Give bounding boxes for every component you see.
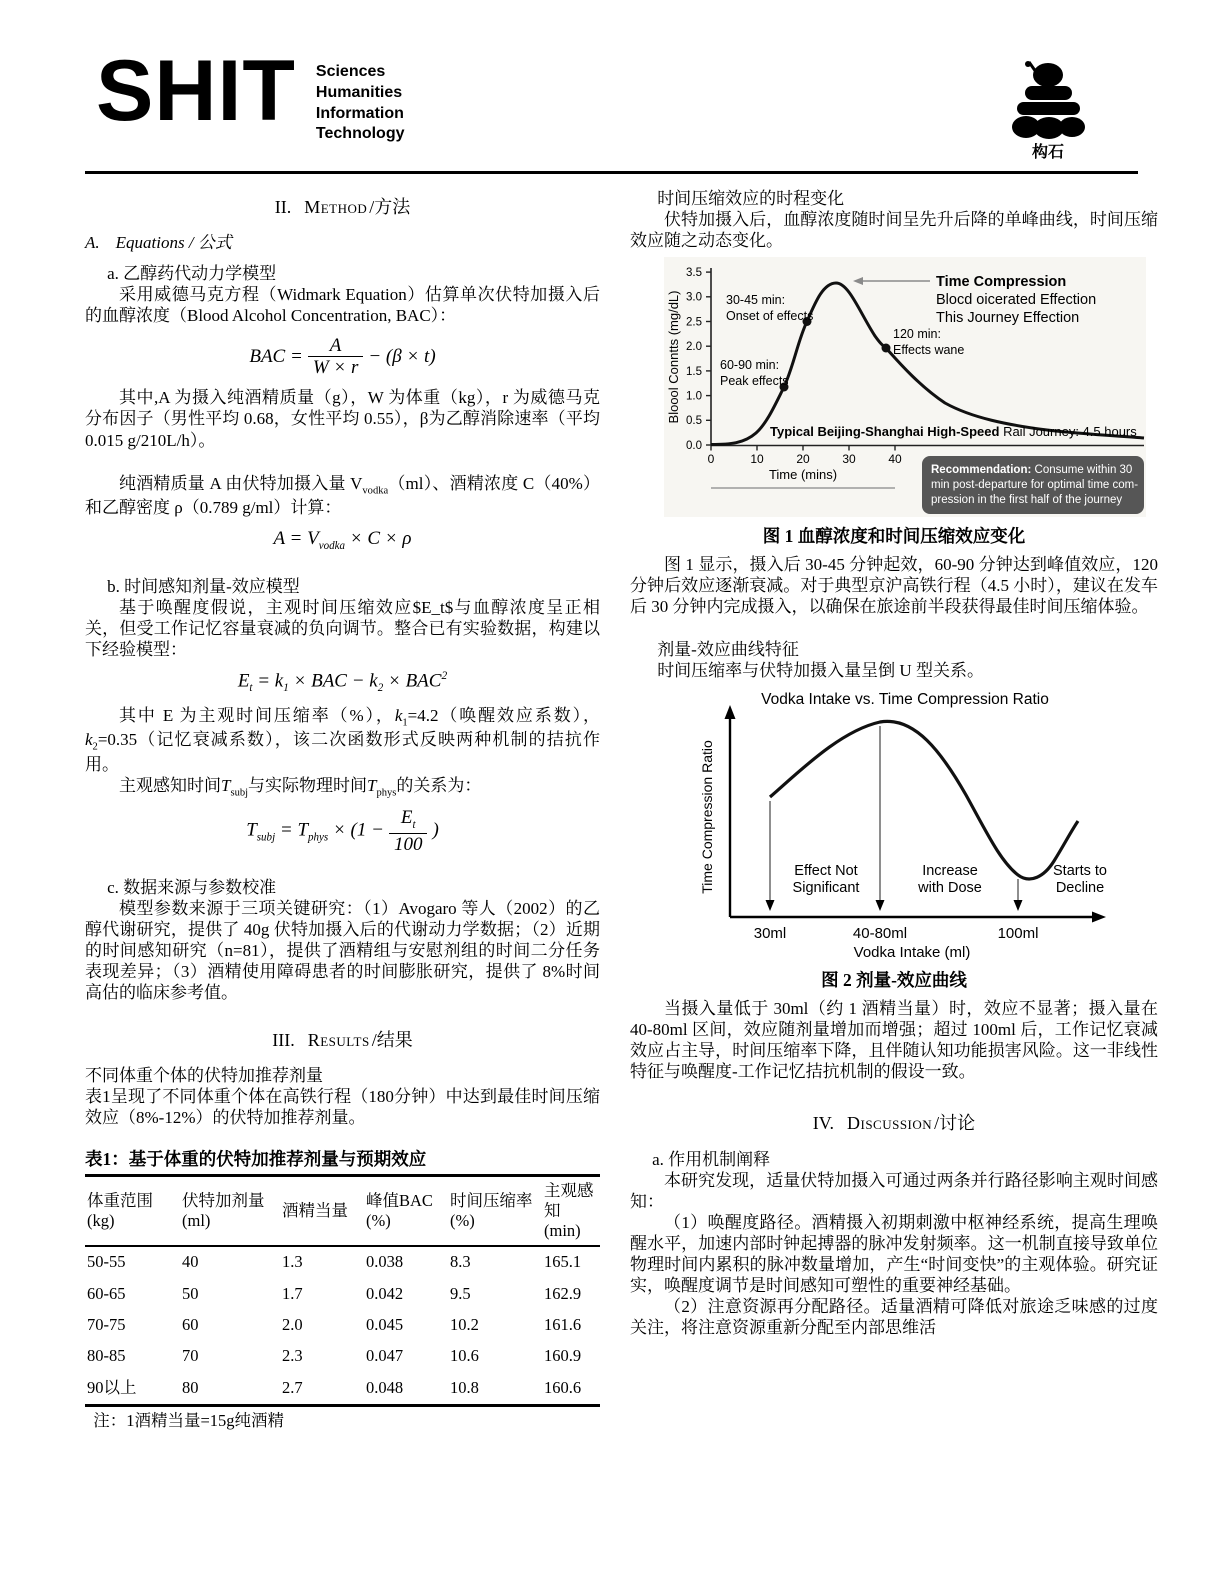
right-column	[630, 188, 1158, 1431]
svg-text:60-90 min:: 60-90 min:	[720, 358, 780, 373]
svg-text:100ml: 100ml	[997, 925, 1039, 943]
figure-1-bac-curve	[664, 257, 1158, 522]
col-header-compression: 时间压缩率 (%)	[448, 1176, 542, 1246]
item-c-data-sources: c. 数据来源与参数校准	[107, 877, 277, 897]
svg-text:pression in the first half of: pression in the first half of the journey	[931, 494, 1123, 507]
table-1-title: 表1：基于体重的伏特加推荐剂量与预期效应	[85, 1148, 427, 1169]
svg-text:2.5: 2.5	[686, 316, 702, 329]
col-header-vodka-dose: 伏特加剂量 (ml)	[180, 1176, 280, 1246]
pathway-2-attention: （2）注意资源再分配路径。适量酒精可降低对旅途乏味感的过度关注，将注意资源重新分配至内部思维活	[630, 1297, 1158, 1338]
table-1	[85, 1174, 600, 1407]
svg-text:40-80ml: 40-80ml	[852, 925, 908, 943]
figure-1-discussion: 图 1 显示，摄入后 30-45 分钟起效，60-90 分钟达到峰值效应，120 分钟后效应逐渐衰减。对于典型京沪高铁行程（4.5 小时），建议在发车后 30 分钟内完成摄入，以确保在旅途前半段获得最佳时间压缩体验。	[630, 554, 1158, 617]
fig2-title: Vodka Intake vs. Time Compression Ratio	[761, 691, 1049, 709]
col-header-weight: 体重范围 (kg)	[85, 1176, 180, 1246]
figure-1-plot	[664, 257, 1146, 517]
svg-text:This Journey Effection: This Journey Effection	[936, 310, 1080, 327]
pathway-1-arousal: （1）唤醒度路径。酒精摄入初期刺激中枢神经系统，提高生理唤醒水平，加速内部时钟起搏器的脉冲发射频率。这一机制直接导致单位物理时间内累积的脉冲数量增加，产生“时间变快”的主观体验。研究证实，唤醒度调节是时间感知可塑性的重要神经基础。	[630, 1212, 1158, 1296]
masthead	[0, 0, 1224, 163]
equation-et: $E_t = k_1$ × BAC − $k_2 \times BAC^2$	[237, 669, 448, 695]
stone-pile-icon	[1002, 60, 1094, 140]
dose-response-subtitle: 剂量-效应曲线特征	[657, 640, 799, 660]
figure-2-plot	[650, 689, 1120, 961]
left-column	[85, 188, 600, 1431]
table-row: 80-85 70 2.3 0.047 10.6 160.9	[87, 1346, 582, 1366]
table-1-note: 注：1酒精当量=15g纯酒精	[93, 1410, 285, 1430]
svg-text:Effect Not: Effect Not	[794, 863, 858, 880]
svg-text:0: 0	[707, 452, 715, 467]
tagline-line: Humanities	[315, 83, 403, 101]
svg-text:30ml: 30ml	[753, 925, 787, 943]
subsection-equations: A. Equations / 公式	[85, 233, 232, 253]
figure-1-caption: 图 1 血醇浓度和时间压缩效应变化	[762, 526, 1026, 547]
svg-text:Onset of effects: Onset of effects	[726, 309, 814, 324]
method-heading: II. Method /方法	[274, 196, 411, 217]
publisher-logo	[1002, 60, 1094, 163]
dose-response-intro: 时间压缩率与伏特加摄入量呈倒 U 型关系。	[657, 661, 984, 681]
svg-text:0.0: 0.0	[686, 440, 702, 453]
figure-2-discussion: 当摄入量低于 30ml（约 1 酒精当量）时，效应不显著；摄入量在 40-80ml 区间，效应随剂量增加而增强；超过 100ml 后，工作记忆衰减效应占主导，时间压缩率下降，且伴随认知功能损害风险。这一非线性特征与唤醒度-工作记忆拮抗机制的假设一致。	[630, 999, 1158, 1082]
publisher-name: 构石	[1031, 144, 1064, 162]
results-subtitle: 不同体重个体的伏特加推荐剂量	[85, 1066, 323, 1086]
point-wane	[882, 344, 891, 353]
svg-text:20: 20	[796, 452, 810, 467]
svg-text:10: 10	[750, 452, 764, 467]
tagline-line: Information	[315, 104, 404, 122]
fig2-x-axis-label: Vodka Intake (ml)	[853, 944, 971, 962]
timecourse-intro: 伏特加摄入后，血醇浓度随时间呈先升后降的单峰曲线，时间压缩效应随之动态变化。	[630, 209, 1158, 251]
paragraph-coefficients: 其中 E 为主观时间压缩率（%），$k_1=4.2$（唤醒效应系数），$k_2=0.35$（记忆衰减系数），该二次函数形式反映两种机制的拮抗作用。	[85, 705, 601, 774]
figure-2-dose-response	[650, 689, 1158, 966]
journal-tagline	[316, 62, 405, 145]
table-row: 70-75 60 2.0 0.045 10.2 161.6	[87, 1315, 582, 1335]
fig1-y-axis-label: Bloool Conntts (mg/dL)	[666, 290, 681, 424]
equation-alcohol-mass: $A = V_{vodka} \times C \times \rho$	[273, 528, 412, 552]
svg-text:Significant: Significant	[792, 880, 860, 897]
svg-text:0.5: 0.5	[686, 415, 702, 428]
tagline-line: Technology	[315, 125, 405, 143]
svg-text:Time Compression: Time Compression	[936, 274, 1067, 291]
svg-text:120 min:: 120 min:	[893, 327, 941, 342]
svg-text:Effects wane: Effects wane	[893, 343, 965, 358]
results-heading: III. Results /结果	[272, 1029, 413, 1050]
svg-text:Peak effects: Peak effects	[720, 374, 789, 389]
tagline-line: Sciences	[315, 63, 386, 80]
svg-text:Starts to: Starts to	[1053, 863, 1107, 880]
journey-note: Typical Beijing-Shanghai High-Speed Rail Journey: 4.5 hours	[770, 424, 1137, 440]
table-row: 50-55 40 1.3 0.038 8.3 165.1	[87, 1252, 582, 1272]
svg-text:Recommendation: Consume within: Recommendation: Consume within 30	[931, 464, 1133, 477]
svg-text:Increase: Increase	[922, 863, 978, 880]
journal-abbr: SHIT	[96, 43, 296, 139]
svg-text:3.5: 3.5	[686, 267, 702, 280]
svg-text:30: 30	[842, 452, 856, 467]
fig2-y-axis-label: Time Compression Ratio	[699, 740, 715, 895]
col-header-perceived: 主观感知 (min)	[542, 1176, 600, 1246]
fig1-x-axis-label: Time (mins)	[768, 467, 838, 483]
equation-tsubj: $T_{subj} = T_{phys} \times (1$ − $\frac{E_t}{100}$ )	[246, 807, 439, 855]
table-row: 90以上 80 2.7 0.048 10.8 160.6	[87, 1377, 582, 1397]
svg-text:Blocd oicerated Effection: Blocd oicerated Effection	[936, 292, 1097, 309]
results-intro: 表1呈现了不同体重个体在高铁行程（180分钟）中达到最佳时间压缩效应（8%-12%）的伏特加推荐剂量。	[85, 1087, 600, 1128]
figure-2-caption: 图 2 剂量-效应曲线	[821, 970, 967, 991]
svg-text:2.0: 2.0	[686, 341, 702, 354]
svg-text:min post-departure for optimal: min post-departure for optimal time com-	[931, 479, 1139, 492]
svg-text:Decline: Decline	[1055, 880, 1105, 897]
item-a-mechanism: a. 作用机制阐释	[652, 1149, 771, 1169]
paragraph-arousal-hypothesis: 基于唤醒度假说，主观时间压缩效应$E_t$与血醇浓度呈正相关，但受工作记忆容量衰减的负向调节。整合已有实验数据，构建以下经验模型：	[85, 597, 600, 659]
item-b-dose-effect-model: b. 时间感知剂量-效应模型	[107, 576, 300, 596]
discussion-intro: 本研究发现，适量伏特加摄入可通过两条并行路径影响主观时间感知：	[630, 1170, 1158, 1211]
svg-text:with Dose: with Dose	[918, 880, 982, 897]
col-header-peak-bac: 峰值BAC (%)	[364, 1176, 448, 1246]
discussion-heading: IV. Discussion /讨论	[812, 1113, 976, 1134]
svg-text:1.5: 1.5	[686, 365, 702, 378]
table-header-row	[85, 1176, 600, 1246]
paragraph-subjective-time: 主观感知时间$T_{subj}$与实际物理时间$T_{phys}$的关系为：	[119, 775, 482, 799]
item-a-pharmacokinetic-model: a. 乙醇药代动力学模型	[107, 264, 277, 284]
svg-text:40: 40	[888, 452, 902, 467]
table-row: 60-65 50 1.7 0.042 9.5 162.9	[87, 1283, 582, 1303]
svg-text:3.0: 3.0	[686, 291, 702, 304]
paragraph-alcohol-mass: 纯酒精质量 A 由伏特加摄入量 $V_{vodka}(ml)$、酒精浓度 C（40%）和乙醇密度 ρ（0.789 g/ml）计算：	[85, 473, 600, 518]
dose-response-curve	[770, 722, 1078, 880]
paragraph-widmark: 采用威德马克方程（Widmark Equation）估算单次伏特加摄入后的血醇浓度（Blood Alcohol Concentration, BAC）：	[85, 285, 600, 326]
svg-text:30-45 min:: 30-45 min:	[726, 293, 786, 308]
journal-logo	[96, 43, 405, 145]
paragraph-three-studies: 模型参数来源于三项关键研究：（1）Avogaro 等人（2002）的乙醇代谢研究，提供了 40g 伏特加摄入后的代谢动力学数据；（2）近期的时间感知研究（n=81），提供了酒精组与安慰剂组的时间二分任务表现差异；（3）酒精使用障碍患者的时间膨胀研究，提供了 8%时间高估的临床参考值。	[85, 898, 600, 1002]
svg-text:1.0: 1.0	[686, 390, 702, 403]
equation-bac: BAC = $\frac{A}{W \times r}$ − (β × t)	[249, 334, 436, 379]
col-header-alcohol-units: 酒精当量	[280, 1176, 364, 1246]
timecourse-subtitle: 时间压缩效应的时程变化	[657, 188, 845, 208]
paragraph-widmark-params: 其中,A 为摄入纯酒精质量（g），W 为体重（kg），r 为威德马克分布因子（男性平均 0.68，女性平均 0.55），β为乙醇消除速率（平均 0.015 g/210L/h）。	[85, 388, 600, 450]
